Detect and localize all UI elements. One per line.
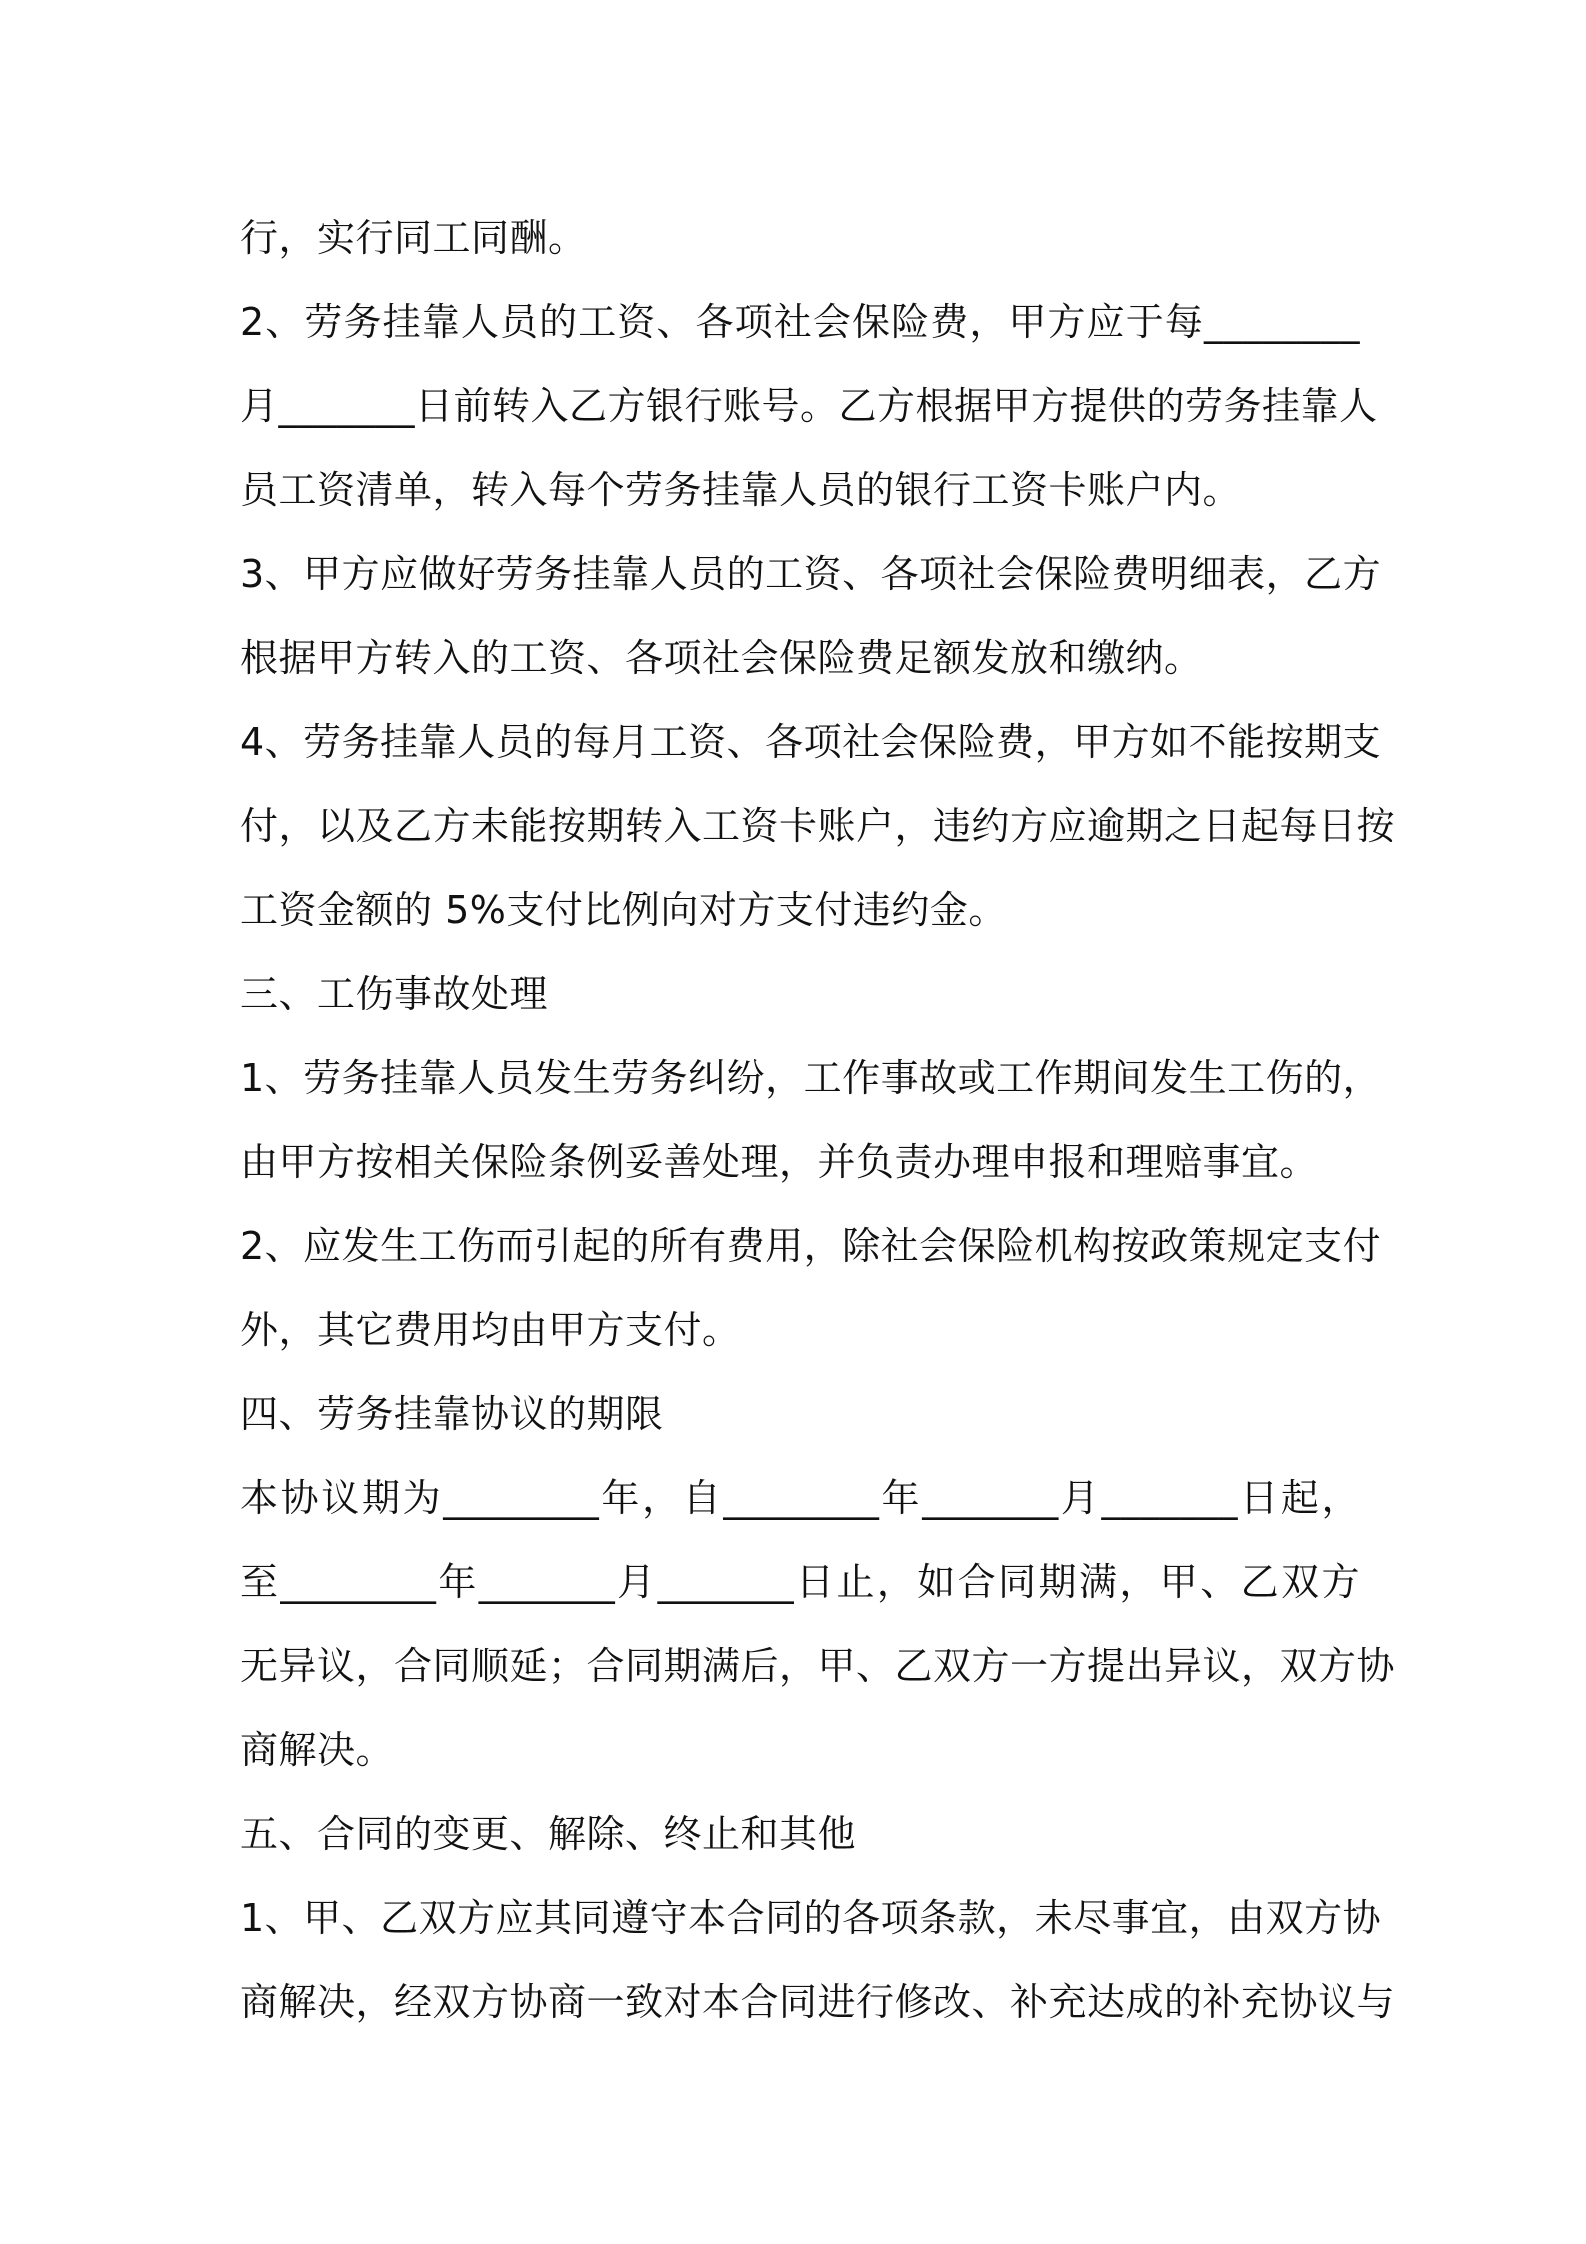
- text-line: 工资金额的 5%支付比例向对方支付违约金。: [240, 888, 1007, 932]
- text-line: 由甲方按相关保险条例妥善处理，并负责办理申报和理赔事宜。: [240, 1140, 1319, 1184]
- text-line: 月_______日前转入乙方银行账号。乙方根据甲方提供的劳务挂靠人: [240, 384, 1378, 428]
- text-line: 1、甲、乙双方应其同遵守本合同的各项条款，未尽事宜，由双方协: [240, 1896, 1382, 1940]
- text-line: 本协议期为________年，自________年_______月_______日起，: [240, 1476, 1360, 1520]
- text-line: 1、劳务挂靠人员发生劳务纠纷，工作事故或工作期间发生工伤的，: [240, 1056, 1382, 1100]
- section-heading: 四、劳务挂靠协议的期限: [240, 1392, 664, 1436]
- text-line: 3、甲方应做好劳务挂靠人员的工资、各项社会保险费明细表，乙方: [240, 552, 1382, 596]
- text-line: 2、应发生工伤而引起的所有费用，除社会保险机构按政策规定支付: [240, 1224, 1382, 1268]
- text-line: 付，以及乙方未能按期转入工资卡账户，违约方应逾期之日起每日按: [240, 804, 1396, 848]
- section-heading: 三、工伤事故处理: [240, 972, 549, 1016]
- text-line: 员工资清单，转入每个劳务挂靠人员的银行工资卡账户内。: [240, 468, 1242, 512]
- text-line: 根据甲方转入的工资、各项社会保险费足额发放和缴纳。: [240, 636, 1203, 680]
- document-page: [240, 196, 1396, 2044]
- text-line: 商解决，经双方协商一致对本合同进行修改、补充达成的补充协议与: [240, 1980, 1396, 2024]
- section-heading: 五、合同的变更、解除、终止和其他: [240, 1812, 857, 1856]
- text-line: 4、劳务挂靠人员的每月工资、各项社会保险费，甲方如不能按期支: [240, 720, 1382, 764]
- text-line: 至________年_______月_______日止，如合同期满，甲、乙双方: [240, 1560, 1360, 1604]
- text-line: 商解决。: [240, 1728, 395, 1772]
- text-line: 外，其它费用均由甲方支付。: [240, 1308, 741, 1352]
- text-line: 2、劳务挂靠人员的工资、各项社会保险费，甲方应于每________: [240, 300, 1360, 344]
- text-line: 无异议，合同顺延；合同期满后，甲、乙双方一方提出异议，双方协: [240, 1644, 1396, 1688]
- text-line: 行，实行同工同酬。: [240, 216, 587, 260]
